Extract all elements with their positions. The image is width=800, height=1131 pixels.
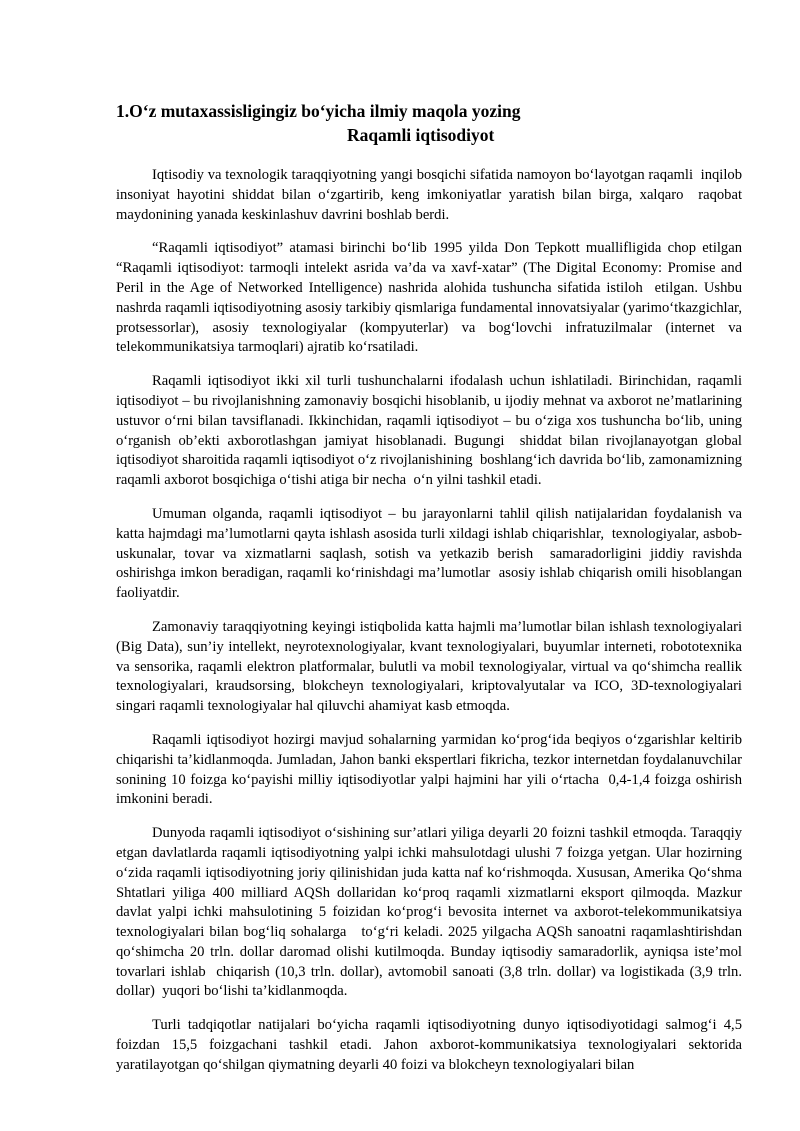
article-title: Raqamli iqtisodiyot [347, 125, 495, 145]
paragraph-6: Raqamli iqtisodiyot hozirgi mavjud sohalarning yarmidan ko‘prog‘ida beqiyos o‘zgarishlar keltirib chiqarishi ta’kidlanmoqda. Jumladan, Jahon banki ekspertlari fikricha, tezkor internetdan foydalanuvchilar sonining 10 foizga ko‘payishi milliy iqtisodiyotlar yalpi hajmini har yili o‘rtacha 0,4-1,4 foizga oshirish imkonini beradi. [116, 731, 746, 808]
paragraph-4: Umuman olganda, raqamli iqtisodiyot – bu jarayonlarni tahlil qilish natijalaridan foydalanish va katta hajmdagi ma’lumotlarni qayta ishlash asosida turli xildagi ishlab chiqarishlar, texnologiyalar, asbob-uskunalar, tovar va xizmatlarni saqlash, sotish va yetkazib berish samaradorligini jiddiy ravishda oshirishga imkon beradigan, raqamli ko‘rinishdagi ma’lumotlar asosiy ishlab chiqarish omili hisoblangan faoliyatdir. [116, 505, 746, 602]
paragraph-1: Iqtisodiy va texnologik taraqqiyotning yangi bosqichi sifatida namoyon bo‘layotgan raqamli inqilob insoniyat hayotini shiddat bilan o‘zgartirib, keng imkoniyatlar yaratish bilan birga, xalqaro raqobat maydonining yanada keskinlashuv davrini boshlab berdi. [116, 167, 746, 223]
paragraph-2: “Raqamli iqtisodiyot” atamasi birinchi bo‘lib 1995 yilda Don Tepkott muallifligida chop etilgan “Raqamli iqtisodiyot: tarmoqli intelekt asrida va’da va xavf-xatar” (The Digital Economy: Promise and Peril in the Age of Networked Intelligence) nashrida alohida tushuncha sifatida istiloh etilgan. Ushbu nashrda raqamli iqtisodiyotning asosiy tarkibiy qismlariga fundamental innovatsiyalar (yarimo‘tkazgichlar, protsessorlar), asosiy texnologiyalar (kompyuterlar) va bog‘lovchi infratuzilmalar (internet va telekommunikatsiya tarmoqlari) ajratib ko‘rsatiladi. [116, 240, 746, 356]
paragraph-5: Zamonaviy taraqqiyotning keyingi istiqbolida katta hajmli ma’lumotlar bilan ishlash texnologiyalari (Big Data), sun’iy intellekt, neyrotexnologiyalar, kvant texnologiyalari, buyumlar interneti, robototexnika va sensorika, raqamli elektron platformalar, bulutli va mobil texnologiyalar, virtual va qo‘shimcha reallik texnologiyalari, kraudsorsing, blokcheyn texnologiyalari, kriptovalyutalar va ICO, 3D-texnologiyalari singari raqamli texnologiyalar hal qiluvchi ahamiyat kasb etmoqda. [116, 618, 746, 715]
document-page [116, 100, 746, 1090]
task-heading: 1.O‘z mutaxassisligingiz bo‘yicha ilmiy maqola yozing [116, 101, 521, 121]
paragraph-7: Dunyoda raqamli iqtisodiyot o‘sishining sur’atlari yiliga deyarli 20 foizni tashkil etmoqda. Taraqqiy etgan davlatlarda raqamli iqtisodiyotning yalpi ichki mahsulotdagi ulushi 7 foizga yetgan. Ular hozirning o‘zida raqamli iqtisodiyotning joriy qilinishidan juda katta naf ko‘rishmoqda. Xususan, Amerika Qo‘shma Shtatlari yiliga 400 milliard AQSh dollaridan ko‘proq raqamli xizmatlarni eksport qilmoqda. Mazkur davlat yalpi ichki mahsulotining 5 foizidan ko‘prog‘i bevosita internet va axborot-telekommunikatsiya texnologiyalari bilan bog‘liq sohalarga to‘g‘ri keladi. 2025 yilgacha AQSh sanoatni raqamlashtirishdan qo‘shimcha 20 trln. dollar daromad olishi kutilmoqda. Bunday iqtisodiy samaradorlik, ayniqsa iste’mol tovarlari ishlab chiqarish (10,3 trln. dollar), avtomobil sanoati (3,8 trln. dollar) va logistikada (3,9 trln. dollar) yuqori bo‘lishi ta’kidlanmoqda. [116, 825, 746, 1000]
paragraph-8: Turli tadqiqotlar natijalari bo‘yicha raqamli iqtisodiyotning dunyo iqtisodiyotidagi salmog‘i 4,5 foizdan 15,5 foizgachani tashkil etadi. Jahon axborot-kommunikatsiya texnologiyalari sektorida yaratilayotgan qo‘shilgan qiymatning deyarli 40 foizi va blokcheyn texnologiyalari bilan [116, 1017, 746, 1073]
paragraph-3: Raqamli iqtisodiyot ikki xil turli tushunchalarni ifodalash uchun ishlatiladi. Birinchidan, raqamli iqtisodiyot – bu rivojlanishning zamonaviy bosqichi hisoblanib, u ijodiy mehnat va axborot ne’matlarining ustuvor o‘rni bilan tavsiflanadi. Ikkinchidan, raqamli iqtisodiyot – bu o‘ziga xos tushuncha bo‘lib, uning o‘rganish ob’ekti axborotlashgan jamiyat hisoblanadi. Bugungi shiddat bilan rivojlanayotgan global iqtisodiyot sharoitida raqamli iqtisodiyot o‘z rivojlanishining boshlang‘ich davrida bo‘lib, zamonamizning raqamli axborot bosqichiga o‘tishi atiga bir necha o‘n yilni tashkil etadi. [116, 373, 746, 489]
